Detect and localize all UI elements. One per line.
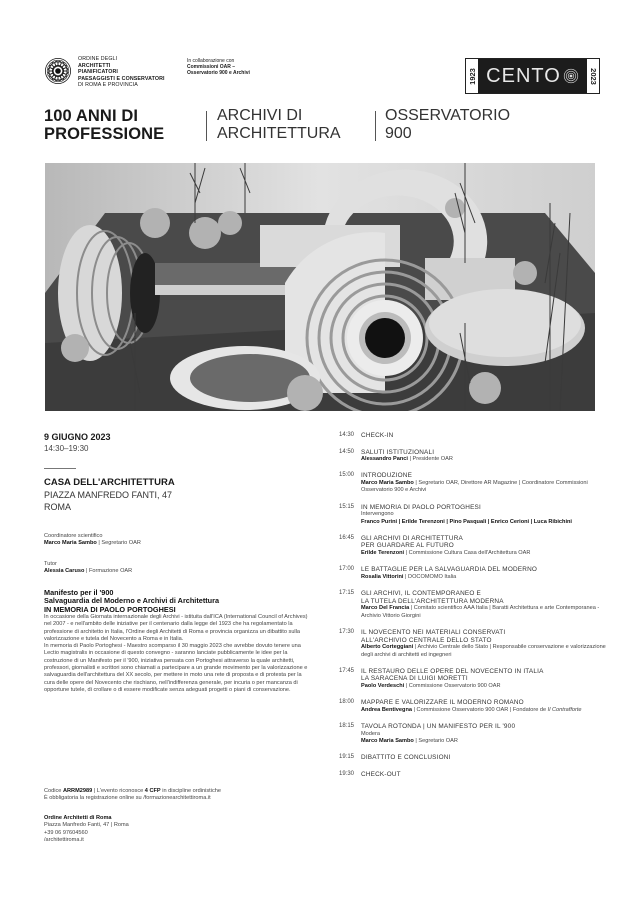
program-item [339, 535, 609, 557]
program-speaker [361, 605, 609, 620]
program-title: LA TUTELA DELL'ARCHITETTURA MODERNA [361, 597, 504, 605]
program-item [339, 754, 609, 762]
program-title: SALUTI ISTITUZIONALI [361, 448, 435, 456]
program-speaker [361, 519, 609, 526]
speaker-name: Marco Maria Sambo [361, 738, 414, 745]
program-time: 18:15 [339, 723, 355, 730]
footer-org-name: Ordine Architetti di Roma [44, 815, 112, 821]
event-venue: CASA DELL'ARCHITETTURA [44, 477, 175, 488]
program-time: 17:45 [339, 667, 355, 674]
coordinator-block [44, 533, 141, 548]
program-item [339, 629, 609, 659]
tutor-block [44, 561, 132, 576]
program-time: 14:50 [339, 448, 355, 455]
program-time: 18:00 [339, 699, 355, 706]
program-title: LE BATTAGLIE PER LA SALVAGUARDIA DEL MODERNO [361, 566, 538, 574]
title-divider [206, 111, 207, 141]
org-line: DI ROMA E PROVINCIA [78, 82, 138, 89]
title-archivi: ARCHIVI DI ARCHITETTURA [217, 107, 341, 142]
speaker-publication: Il Contrafforte [547, 706, 582, 713]
coordinator-name: Marco Maria Sambo [44, 540, 97, 547]
course-code: ARRM2989 [62, 788, 93, 794]
program-time: 17:00 [339, 566, 355, 573]
program-time: 19:30 [339, 770, 355, 777]
program-item [339, 432, 609, 440]
speaker-role: | Commissione Osservatorio 900 OAR | Fondatore de [411, 706, 548, 713]
manifesto-paragraph: In memoria di Paolo Portoghesi - Maestro scomparso il 30 maggio 2023 che avrebbe dovuto tenere una Lectio magistralis in occasione di questo convegno - saranno lanciate pubblicamente le idee per la costruzione di un Manifesto per il '900, iniziativa pensata con Portoghesi attraverso la quale architetti, professori, giornalisti e scrittori sono chiamati a partecipare a un grande movimento per la valorizzazione e salvaguardia dell'architettura del XX secolo, per mettere in moto una rete di proposta e di protesta per la cura delle opere del Novecento che rischiano, nell'indifferenza generale, per incuria o per mancanza di opportune tutele, di crollare o di essere modificate senza adeguati progetti o piani di conservazione. [44, 643, 308, 693]
program-title: PER GUARDARE AL FUTURO [361, 542, 454, 550]
program-title: IL RESTAURO DELLE OPERE DEL NOVECENTO IN ITALIA [361, 667, 544, 675]
program-item [339, 472, 609, 494]
program-item [339, 771, 609, 779]
speaker-role: | Archivio Centrale dello Stato | Responsabile conservazione e valorizzazione degli archivi di architetti ed ingegneri [361, 644, 606, 658]
registration-note[interactable]: È obbligatoria la registrazione online su /formazionearchitettiroma.it [44, 795, 211, 802]
coordinator-label: Coordinatore scientifico [44, 533, 103, 539]
speaker-name: Erilde Terenzoni [361, 550, 405, 557]
speaker-name: Franco Purini | Erilde Terenzoni | Pino Pasquali | Enrico Cerioni | Luca Ribichini [361, 518, 572, 525]
speaker-name: Paolo Verdeschi [361, 682, 405, 689]
speaker-name: Marco Maria Sambo [361, 480, 414, 487]
footer-org-phone[interactable]: +39 06 97604560 [44, 829, 88, 836]
program-schedule [339, 432, 609, 788]
ordine-architetti-logo [44, 57, 72, 85]
tutor-label: Tutor [44, 561, 57, 567]
divider [44, 468, 76, 469]
speaker-role: | Comitato scientifico AAA Italia | Baratti Architettura e arte Contemporanea - Archivio Vittorio Giorgini [361, 605, 600, 619]
footer-org-address: Piazza Manfredo Fanti, 47 | Roma [44, 822, 129, 829]
speaker-name: Andrea Bentivegna [361, 706, 412, 713]
org-line: ARCHITETTI [78, 62, 111, 69]
footer-org-web[interactable]: /architettiroma.it [44, 836, 84, 843]
rosette-icon [563, 68, 579, 84]
footer-org [44, 815, 129, 844]
event-date: 9 GIUGNO 2023 [44, 432, 111, 442]
program-item [339, 668, 609, 690]
program-title: TAVOLA ROTONDA | UN MANIFESTO PER IL '900 [361, 723, 516, 731]
program-speaker [361, 644, 609, 659]
program-title: GLI ARCHIVI DI ARCHITETTURA [361, 534, 463, 542]
program-time: 17:30 [339, 629, 355, 636]
program-title: ALL'ARCHIVIO CENTRALE DELLO STATO [361, 636, 492, 644]
program-title: INTRODUZIONE [361, 472, 413, 480]
collab-line-2: Osservatorio 900 e Archivi [187, 70, 250, 77]
speaker-role: | Commissione Cultura Casa dell'Architettura OAR [404, 550, 531, 557]
organization-name [78, 56, 165, 89]
program-title: IL NOVECENTO NEI MATERIALI CONSERVATI [361, 629, 506, 637]
coordinator-role: | Segretario OAR [96, 540, 141, 547]
tutor-name: Alessia Caruso [44, 568, 85, 575]
program-speaker [361, 550, 609, 557]
program-time: 16:45 [339, 534, 355, 541]
cento-year-right: 2023 [588, 67, 598, 85]
program-title: LA SARACENA DI LUIGI MORETTI [361, 675, 468, 683]
manifesto-paragraph: In occasione della Giornata internazionale degli Archivi - istituita dall'ICA (International Council of Archives) nel 2007 - e nell'ambito delle iniziative per il centenario dalla legge del 1923 che ha regolamentato la professione di architetto in Italia, l'Ordine degli Architetti di Roma e provincia organizza un dibattito sulla valorizzazione e tutela del Novecento a Roma e in Italia. [44, 614, 308, 642]
program-title: IN MEMORIA DI PAOLO PORTOGHESI [361, 503, 481, 511]
program-speaker [361, 707, 609, 714]
speaker-role: | Segretario OAR, Direttore AR Magazine | Coordinatore Commissioni Osservatorio 900 e Archivi [361, 480, 588, 494]
cento-badge [465, 58, 600, 94]
tutor-role: | Formazione OAR [84, 568, 133, 575]
rosette-logo-icon [44, 57, 72, 85]
org-line: PIANIFICATORI [78, 69, 118, 76]
title-osservatorio: OSSERVATORIO 900 [385, 107, 511, 142]
manifesto-heading: Manifesto per il '900 Salvaguardia del Moderno e Archivi di Architettura IN MEMORIA DI PAOLO PORTOGHESI [44, 588, 220, 614]
speaker-role: | Segretario OAR [413, 738, 458, 745]
speaker-name: Marco Del Francia [361, 605, 410, 612]
program-title: DIBATTITO E CONCLUSIONI [361, 754, 451, 762]
program-item [339, 566, 609, 581]
program-item [339, 504, 609, 526]
program-speaker [361, 456, 609, 463]
speaker-name: Alessandro Panci [361, 456, 408, 463]
program-note: Intervengono [361, 511, 394, 518]
program-title: CHECK-IN [361, 432, 394, 439]
program-time: 19:15 [339, 754, 355, 761]
cento-year-left: 1923 [467, 67, 477, 85]
program-time: 15:00 [339, 472, 355, 479]
speaker-name: Rosalia Vittorini [361, 573, 404, 580]
collab-label: In collaborazione con [187, 58, 235, 64]
event-hours: 14:30–19:30 [44, 444, 89, 453]
program-speaker [361, 480, 609, 495]
speaker-role: | Commissione Osservatorio 900 OAR [404, 682, 501, 689]
program-title: MAPPARE E VALORIZZARE IL MODERNO ROMANO [361, 699, 524, 707]
program-time: 14:30 [339, 432, 355, 438]
program-time: 15:15 [339, 503, 355, 510]
program-speaker [361, 683, 609, 690]
program-item [339, 449, 609, 464]
program-title: GLI ARCHIVI, IL CONTEMPORANEO E [361, 590, 481, 598]
cfp-credits: 4 CFP [144, 788, 161, 794]
program-speaker [361, 574, 609, 581]
program-title: CHECK-OUT [361, 770, 401, 778]
speaker-name: Alberto Corteggiani [361, 644, 414, 651]
title-100-anni: 100 ANNI DI PROFESSIONE [44, 107, 165, 143]
org-line: PAESAGGISTI E CONSERVATORI [78, 75, 165, 82]
speaker-role: | DOCOMOMO Italia [403, 573, 457, 580]
manifesto-body [44, 614, 312, 694]
credits-block: Codice ARRM2989 | L'evento riconosce 4 CFP in discipline ordinistiche È obbligatoria la registrazione online su /formazionearchitettiroma.it [44, 788, 314, 803]
program-note: Modera [361, 730, 380, 737]
program-item [339, 723, 609, 745]
program-time: 17:15 [339, 590, 355, 597]
event-address: PIAZZA MANFREDO FANTI, 47 ROMA [44, 490, 173, 512]
program-item [339, 590, 609, 620]
speaker-role: | Presidente OAR [407, 456, 453, 463]
title-divider [375, 111, 376, 141]
collaboration-note [187, 58, 250, 77]
architectural-model-photo [45, 163, 595, 411]
program-speaker [361, 738, 609, 745]
org-line: ORDINE DEGLI [78, 56, 118, 62]
program-item [339, 699, 609, 714]
cento-word: CENTO [486, 64, 561, 87]
collab-line-1: Commissioni OAR – [187, 64, 236, 71]
